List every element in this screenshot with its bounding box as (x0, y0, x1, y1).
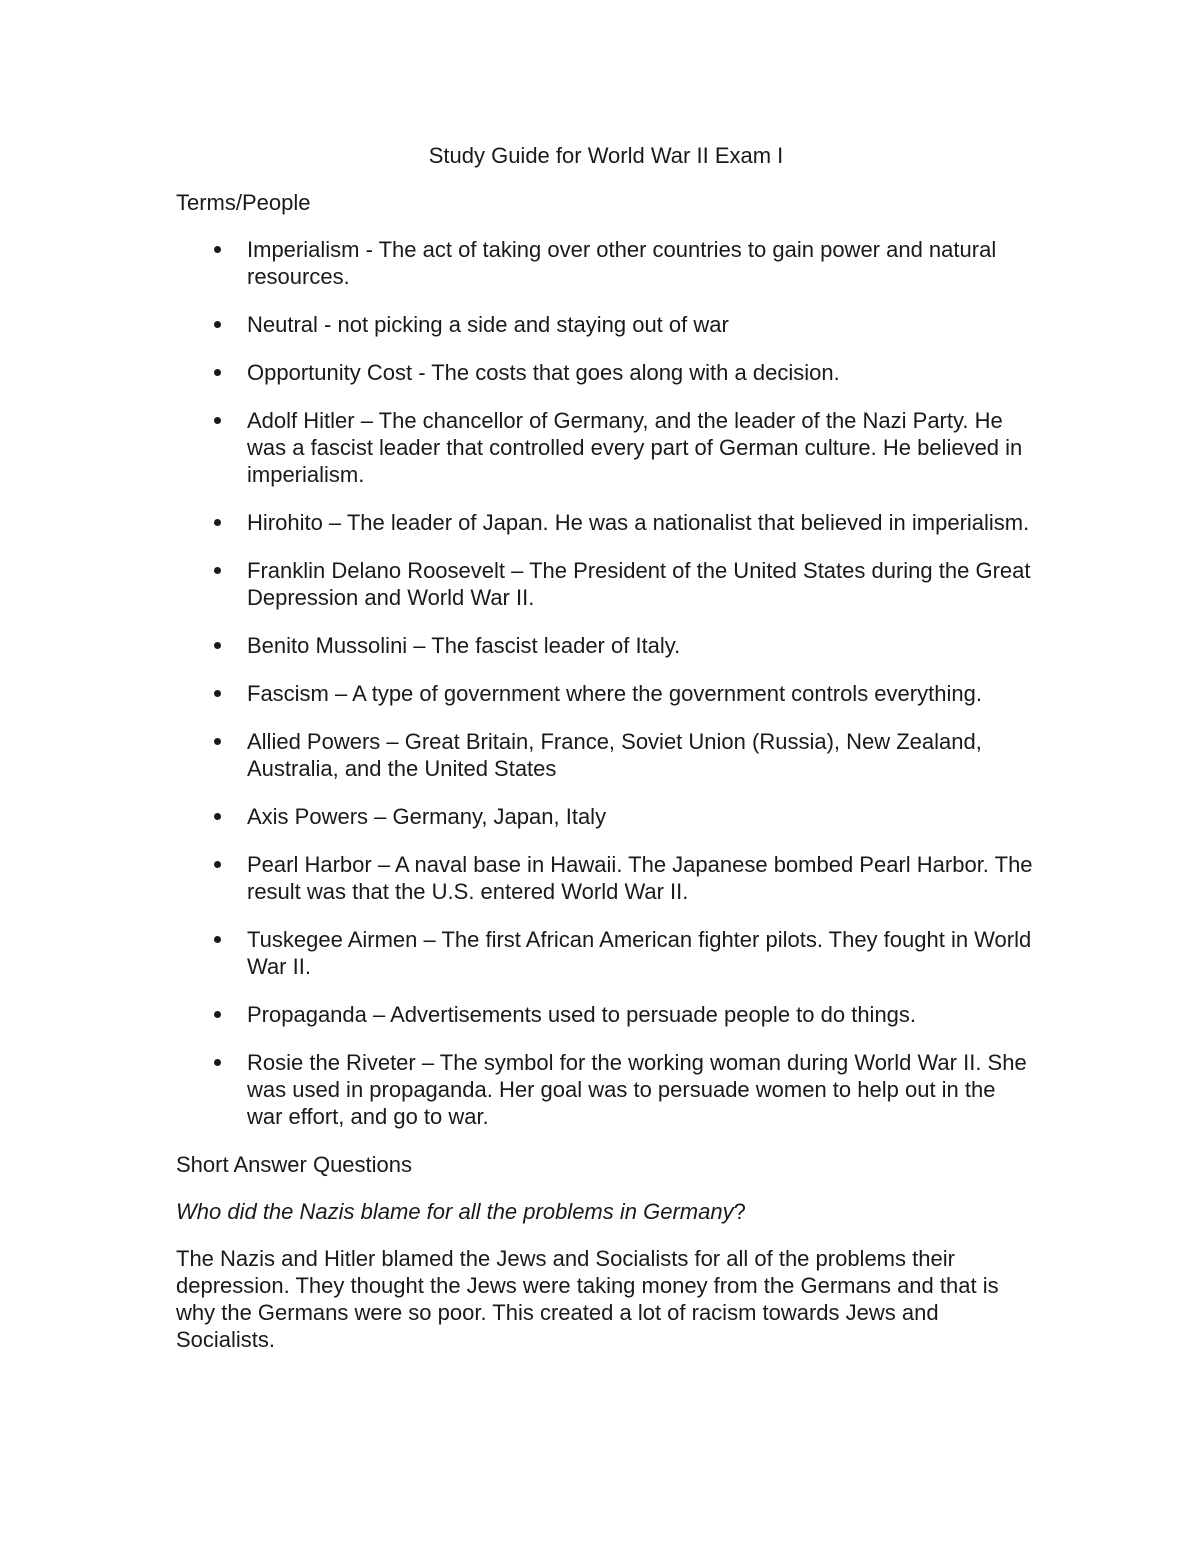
bullet-icon (214, 369, 221, 376)
term-item (176, 632, 1036, 659)
term-text: Opportunity Cost - The costs that goes along with a decision. (247, 360, 840, 385)
term-text: Fascism – A type of government where the government controls everything. (247, 681, 982, 706)
term-item (176, 359, 1036, 386)
bullet-icon (214, 246, 221, 253)
bullet-icon (214, 813, 221, 820)
document-title: Study Guide for World War II Exam I (428, 143, 784, 168)
short-answer-response: The Nazis and Hitler blamed the Jews and Socialists for all of the problems their depression. They thought the Jews were taking money from the Germans and that is why the Germans were so poor. This created a lot of racism towards Jews and Socialists. (176, 1246, 999, 1352)
bullet-icon (214, 861, 221, 868)
term-item (176, 728, 1036, 782)
term-item (176, 803, 1036, 830)
short-answer-heading: Short Answer Questions (176, 1152, 413, 1177)
term-item (176, 926, 1036, 980)
document-content (176, 142, 1036, 1353)
term-text: Neutral - not picking a side and staying out of war (247, 312, 729, 337)
term-item (176, 407, 1036, 488)
question-mark: ? (733, 1199, 746, 1224)
terms-list (176, 236, 1036, 1130)
term-text: Franklin Delano Roosevelt – The President of the United States during the Great Depression and World War II. (247, 558, 1031, 610)
term-item (176, 1049, 1036, 1130)
term-item (176, 236, 1036, 290)
bullet-icon (214, 738, 221, 745)
term-text: Allied Powers – Great Britain, France, Soviet Union (Russia), New Zealand, Australia, and the United States (247, 729, 982, 781)
question-text: Who did the Nazis blame for all the problems in Germany (176, 1199, 734, 1224)
bullet-icon (214, 321, 221, 328)
bullet-icon (214, 1059, 221, 1066)
bullet-icon (214, 936, 221, 943)
term-text: Propaganda – Advertisements used to persuade people to do things. (247, 1002, 917, 1027)
term-text: Hirohito – The leader of Japan. He was a nationalist that believed in imperialism. (247, 510, 1030, 535)
term-item (176, 680, 1036, 707)
term-item (176, 1001, 1036, 1028)
term-text: Tuskegee Airmen – The first African American fighter pilots. They fought in World War II. (247, 927, 1032, 979)
bullet-icon (214, 567, 221, 574)
bullet-icon (214, 690, 221, 697)
term-text: Benito Mussolini – The fascist leader of Italy. (247, 633, 681, 658)
term-item (176, 509, 1036, 536)
term-item (176, 311, 1036, 338)
bullet-icon (214, 1011, 221, 1018)
term-item (176, 557, 1036, 611)
terms-heading: Terms/People (176, 190, 311, 215)
term-text: Imperialism - The act of taking over other countries to gain power and natural resources. (247, 237, 997, 289)
term-text: Axis Powers – Germany, Japan, Italy (247, 804, 607, 829)
bullet-icon (214, 417, 221, 424)
term-item (176, 851, 1036, 905)
term-text: Adolf Hitler – The chancellor of Germany, and the leader of the Nazi Party. He was a fascist leader that controlled every part of German culture. He believed in imperialism. (247, 408, 1023, 487)
bullet-icon (214, 642, 221, 649)
bullet-icon (214, 519, 221, 526)
term-text: Rosie the Riveter – The symbol for the working woman during World War II. She was used in propaganda. Her goal was to persuade women to help out in the war effort, and go to war. (247, 1050, 1027, 1129)
term-text: Pearl Harbor – A naval base in Hawaii. The Japanese bombed Pearl Harbor. The result was that the U.S. entered World War II. (247, 852, 1033, 904)
short-answer-question (176, 1198, 1036, 1225)
